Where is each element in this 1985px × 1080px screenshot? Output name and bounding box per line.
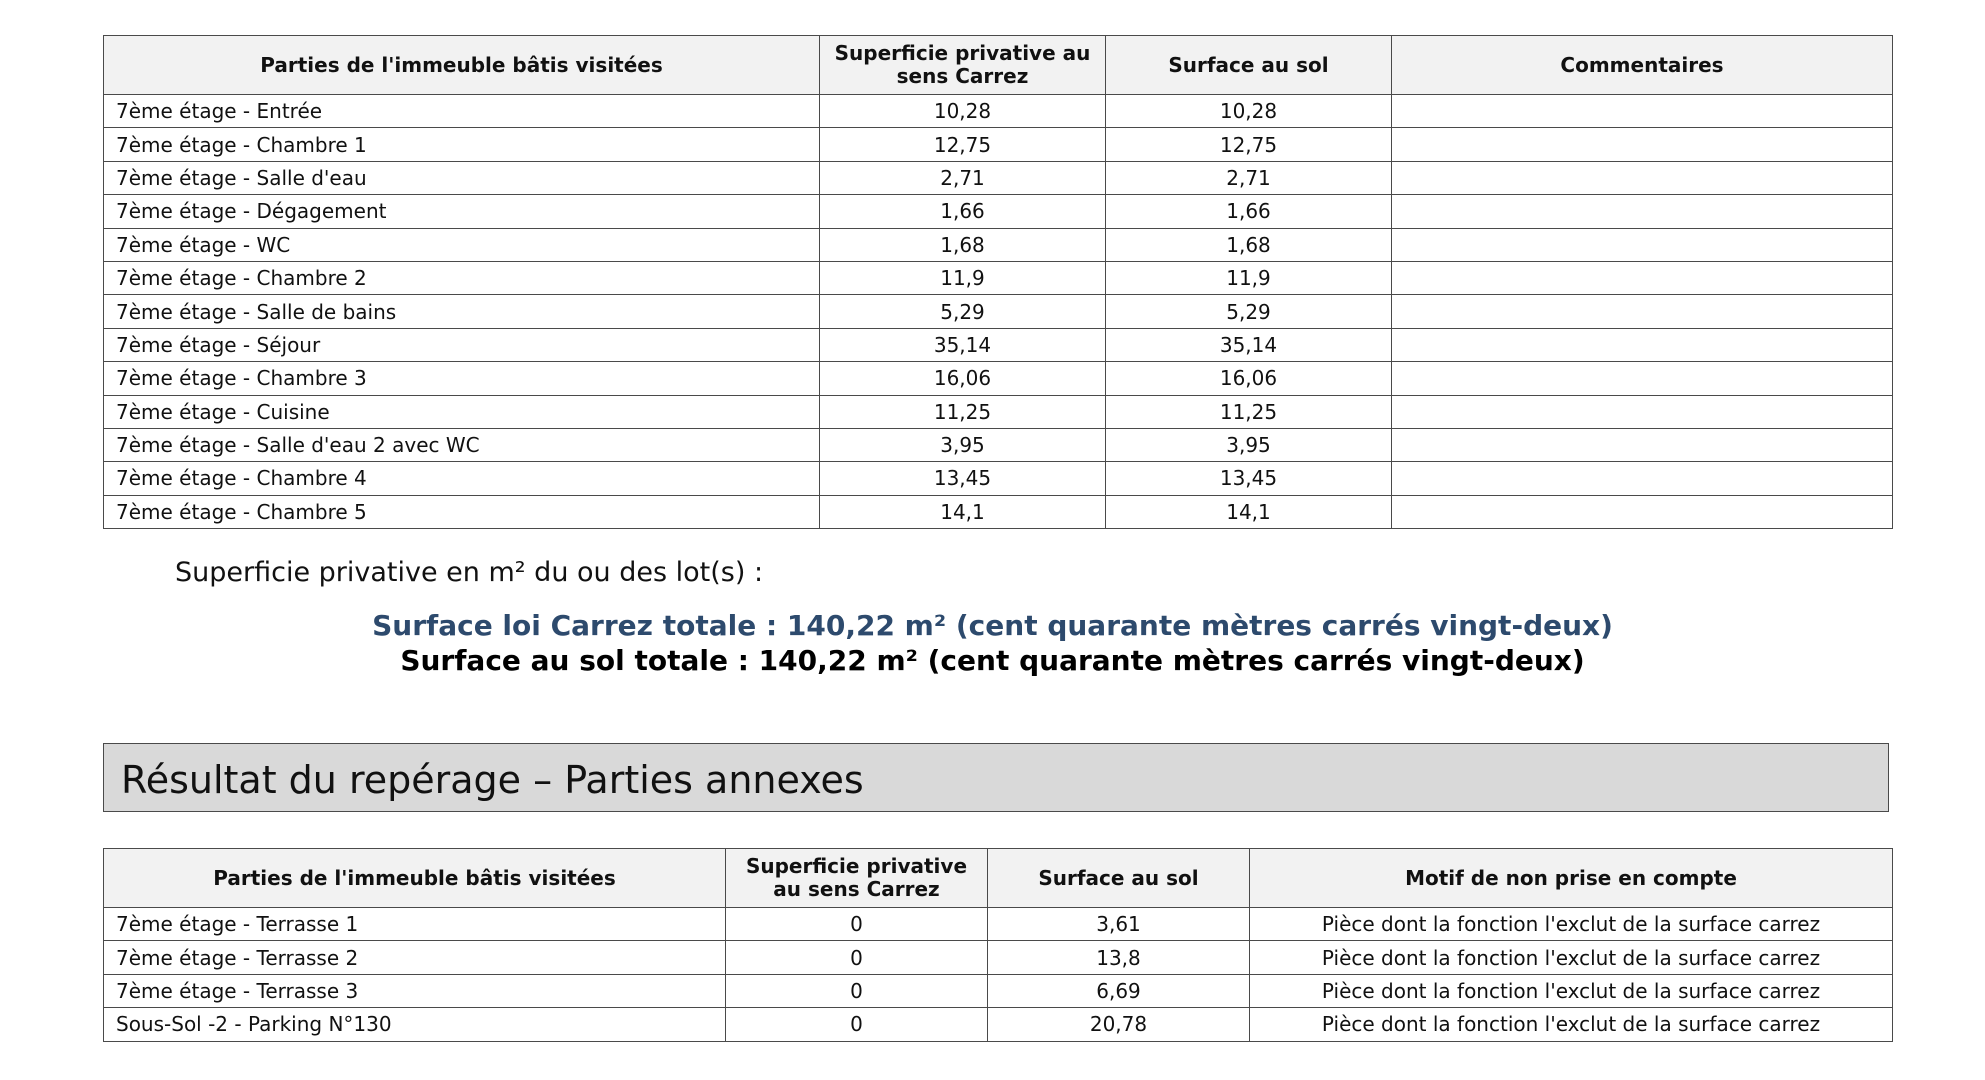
cell-room: 7ème étage - Chambre 5: [104, 495, 820, 528]
cell-carrez: 0: [726, 1008, 988, 1041]
table-row: [104, 95, 1893, 128]
cell-room: 7ème étage - Salle d'eau: [104, 161, 820, 194]
cell-room: 7ème étage - Dégagement: [104, 195, 820, 228]
cell-sol: 13,45: [1106, 462, 1392, 495]
table-row: [104, 328, 1893, 361]
cell-carrez: 12,75: [820, 128, 1106, 161]
cell-carrez: 5,29: [820, 295, 1106, 328]
annex-table-header-row: [104, 849, 1893, 908]
cell-sol: 10,28: [1106, 95, 1392, 128]
cell-comment: [1392, 362, 1893, 395]
cell-room: 7ème étage - Entrée: [104, 95, 820, 128]
table-row: [104, 428, 1893, 461]
annex-header-carrez: Superficie privative au sens Carrez: [726, 849, 988, 908]
cell-sol: 5,29: [1106, 295, 1392, 328]
cell-sol: 1,68: [1106, 228, 1392, 261]
cell-carrez: 2,71: [820, 161, 1106, 194]
cell-comment: [1392, 462, 1893, 495]
section-banner: [103, 743, 1889, 812]
cell-carrez: 0: [726, 974, 988, 1007]
table-row: [104, 395, 1893, 428]
cell-sol: 11,25: [1106, 395, 1392, 428]
cell-carrez: 35,14: [820, 328, 1106, 361]
cell-sol: 1,66: [1106, 195, 1392, 228]
cell-carrez: 1,68: [820, 228, 1106, 261]
cell-room: 7ème étage - Cuisine: [104, 395, 820, 428]
cell-carrez: 1,66: [820, 195, 1106, 228]
table-row: [104, 228, 1893, 261]
cell-comment: [1392, 495, 1893, 528]
table-row: [104, 495, 1893, 528]
cell-sol: 2,71: [1106, 161, 1392, 194]
cell-comment: [1392, 195, 1893, 228]
cell-room: 7ème étage - Salle d'eau 2 avec WC: [104, 428, 820, 461]
header-comments: Commentaires: [1392, 36, 1893, 95]
table-row: [104, 362, 1893, 395]
cell-sol: 14,1: [1106, 495, 1392, 528]
surface-table-header-row: [104, 36, 1893, 95]
cell-room: Sous-Sol -2 - Parking N°130: [104, 1008, 726, 1041]
cell-motif: Pièce dont la fonction l'exclut de la surface carrez: [1250, 1008, 1893, 1041]
cell-carrez: 10,28: [820, 95, 1106, 128]
cell-sol: 12,75: [1106, 128, 1392, 161]
annex-table: [103, 848, 1893, 1042]
cell-comment: [1392, 161, 1893, 194]
header-sol: Surface au sol: [1106, 36, 1392, 95]
cell-sol: 20,78: [988, 1008, 1250, 1041]
section-title: Résultat du repérage – Parties annexes: [121, 758, 864, 802]
cell-carrez: 13,45: [820, 462, 1106, 495]
cell-sol: 6,69: [988, 974, 1250, 1007]
table-row: [104, 941, 1893, 974]
header-carrez: Superficie privative au sens Carrez: [820, 36, 1106, 95]
cell-sol: 11,9: [1106, 261, 1392, 294]
annex-header-sol: Surface au sol: [988, 849, 1250, 908]
cell-carrez: 16,06: [820, 362, 1106, 395]
table-row: [104, 261, 1893, 294]
cell-room: 7ème étage - Salle de bains: [104, 295, 820, 328]
table-row: [104, 908, 1893, 941]
cell-carrez: 3,95: [820, 428, 1106, 461]
table-row: [104, 1008, 1893, 1041]
cell-carrez: 11,25: [820, 395, 1106, 428]
cell-sol: 3,95: [1106, 428, 1392, 461]
table-row: [104, 974, 1893, 1007]
cell-sol: 35,14: [1106, 328, 1392, 361]
cell-room: 7ème étage - Chambre 3: [104, 362, 820, 395]
cell-motif: Pièce dont la fonction l'exclut de la surface carrez: [1250, 974, 1893, 1007]
cell-room: 7ème étage - Terrasse 3: [104, 974, 726, 1007]
total-sol: Surface au sol totale : 140,22 m² (cent quarante mètres carrés vingt-deux): [400, 644, 1585, 677]
cell-sol: 3,61: [988, 908, 1250, 941]
cell-comment: [1392, 395, 1893, 428]
cell-carrez: 0: [726, 941, 988, 974]
total-carrez: Surface loi Carrez totale : 140,22 m² (cent quarante mètres carrés vingt-deux): [372, 609, 1613, 642]
cell-comment: [1392, 261, 1893, 294]
cell-comment: [1392, 228, 1893, 261]
cell-carrez: 0: [726, 908, 988, 941]
table-row: [104, 462, 1893, 495]
cell-sol: 13,8: [988, 941, 1250, 974]
cell-room: 7ème étage - WC: [104, 228, 820, 261]
header-parts: Parties de l'immeuble bâtis visitées: [104, 36, 820, 95]
cell-comment: [1392, 95, 1893, 128]
table-row: [104, 295, 1893, 328]
cell-carrez: 11,9: [820, 261, 1106, 294]
table-row: [104, 195, 1893, 228]
summary-label: Superficie privative en m² du ou des lot(s) :: [175, 557, 764, 588]
cell-carrez: 14,1: [820, 495, 1106, 528]
cell-motif: Pièce dont la fonction l'exclut de la surface carrez: [1250, 941, 1893, 974]
cell-comment: [1392, 128, 1893, 161]
cell-room: 7ème étage - Chambre 4: [104, 462, 820, 495]
cell-comment: [1392, 328, 1893, 361]
cell-comment: [1392, 295, 1893, 328]
cell-room: 7ème étage - Terrasse 2: [104, 941, 726, 974]
table-row: [104, 161, 1893, 194]
cell-comment: [1392, 428, 1893, 461]
cell-room: 7ème étage - Séjour: [104, 328, 820, 361]
table-row: [104, 128, 1893, 161]
cell-sol: 16,06: [1106, 362, 1392, 395]
surface-table: [103, 35, 1893, 529]
cell-motif: Pièce dont la fonction l'exclut de la surface carrez: [1250, 908, 1893, 941]
cell-room: 7ème étage - Chambre 2: [104, 261, 820, 294]
annex-header-parts: Parties de l'immeuble bâtis visitées: [104, 849, 726, 908]
cell-room: 7ème étage - Terrasse 1: [104, 908, 726, 941]
cell-room: 7ème étage - Chambre 1: [104, 128, 820, 161]
annex-header-motif: Motif de non prise en compte: [1250, 849, 1893, 908]
